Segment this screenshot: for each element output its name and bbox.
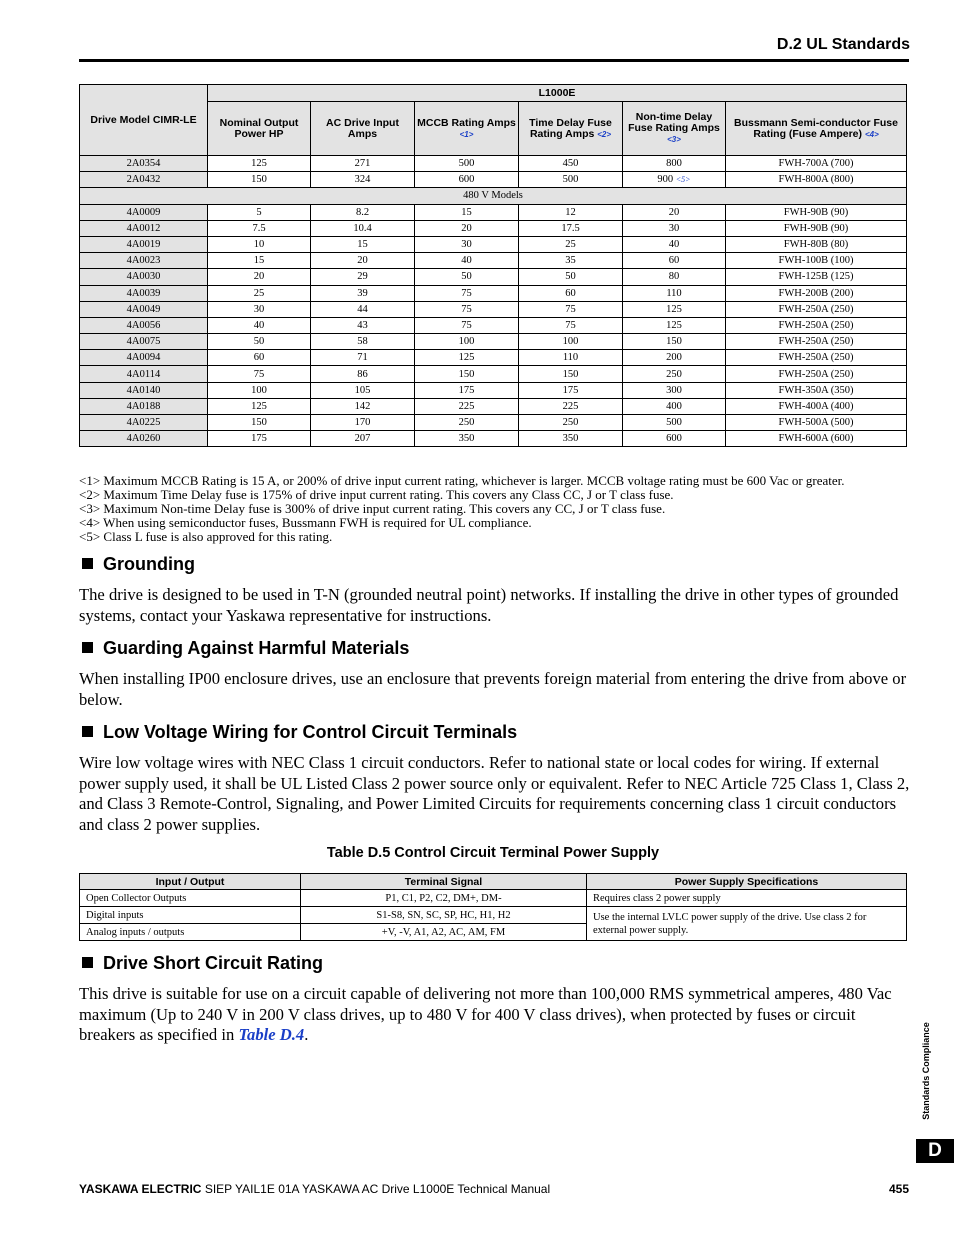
- cell-model: 4A0009: [80, 204, 208, 220]
- cell-hp: 10: [208, 236, 311, 252]
- cell-ntdf: 400: [623, 398, 726, 414]
- col-header: Time Delay Fuse Rating Amps <2>: [519, 102, 623, 156]
- cell-model: 4A0012: [80, 220, 208, 236]
- cell-hp: 7.5: [208, 220, 311, 236]
- cell-bussmann: FWH-100B (100): [726, 253, 907, 269]
- cell-hp: 30: [208, 301, 311, 317]
- table-row: [80, 350, 907, 366]
- cell-mccb: 350: [415, 431, 519, 447]
- t5-header-signal: Terminal Signal: [301, 874, 587, 890]
- cell-model: 4A0260: [80, 431, 208, 447]
- heading-guarding: Guarding Against Harmful Materials: [82, 638, 409, 659]
- cell-tdf: 50: [519, 269, 623, 285]
- cell-hp: 50: [208, 334, 311, 350]
- cell-mccb: 75: [415, 317, 519, 333]
- cell-amps: 71: [311, 350, 415, 366]
- col-header: Non-time Delay Fuse Rating Amps <3>: [623, 102, 726, 156]
- cell-bussmann: FWH-700A (700): [726, 156, 907, 172]
- cell-hp: 20: [208, 269, 311, 285]
- t5-io: Digital inputs: [80, 907, 301, 924]
- table-row: [80, 156, 907, 172]
- cell-model: 4A0056: [80, 317, 208, 333]
- t5-header-spec: Power Supply Specifications: [587, 874, 907, 890]
- cell-bussmann: FWH-400A (400): [726, 398, 907, 414]
- cell-bussmann: FWH-125B (125): [726, 269, 907, 285]
- footnote-ref[interactable]: <5>: [675, 175, 691, 185]
- t5-spec: Use the internal LVLC power supply of the drive. Use class 2 for external power supply.: [587, 907, 907, 941]
- cell-hp: 150: [208, 172, 311, 188]
- table-row: [80, 285, 907, 301]
- table-row: [80, 415, 907, 431]
- footer-doc: YASKAWA ELECTRIC SIEP YAIL1E 01A YASKAWA AC Drive L1000E Technical Manual: [79, 1182, 551, 1196]
- cell-amps: 170: [311, 415, 415, 431]
- link-table-d4[interactable]: Table D.4: [238, 1025, 305, 1044]
- footnote: <2> Maximum Time Delay fuse is 175% of drive input current rating. This covers any Class CC, J or T class fuse.: [79, 487, 674, 502]
- col-header: AC Drive Input Amps: [311, 102, 415, 156]
- control-terminal-table: [79, 873, 907, 941]
- cell-tdf: 500: [519, 172, 623, 188]
- cell-mccb: 50: [415, 269, 519, 285]
- t5-signal: +V, -V, A1, A2, AC, AM, FM: [301, 924, 587, 941]
- col-header-model: Drive Model CIMR-LE: [80, 85, 208, 156]
- heading-low-voltage: Low Voltage Wiring for Control Circuit Terminals: [82, 722, 517, 743]
- section-header-title: D.2 UL Standards: [776, 36, 910, 53]
- cell-tdf: 250: [519, 415, 623, 431]
- t5-io: Open Collector Outputs: [80, 890, 301, 907]
- t5-io: Analog inputs / outputs: [80, 924, 301, 941]
- cell-bussmann: FWH-200B (200): [726, 285, 907, 301]
- table-row: [80, 382, 907, 398]
- cell-amps: 58: [311, 334, 415, 350]
- cell-ntdf: 150: [623, 334, 726, 350]
- footnote-ref[interactable]: <1>: [459, 129, 474, 139]
- table-row: [80, 204, 907, 220]
- cell-tdf: 12: [519, 204, 623, 220]
- cell-hp: 175: [208, 431, 311, 447]
- cell-hp: 60: [208, 350, 311, 366]
- cell-amps: 271: [311, 156, 415, 172]
- cell-hp: 40: [208, 317, 311, 333]
- table-row: [80, 366, 907, 382]
- cell-tdf: 75: [519, 317, 623, 333]
- cell-ntdf: 110: [623, 285, 726, 301]
- footnote-ref[interactable]: <2>: [597, 129, 612, 139]
- footnote-ref[interactable]: <3>: [667, 135, 681, 144]
- cell-mccb: 500: [415, 156, 519, 172]
- cell-tdf: 110: [519, 350, 623, 366]
- cell-bussmann: FWH-250A (250): [726, 317, 907, 333]
- col-header: MCCB Rating Amps <1>: [415, 102, 519, 156]
- cell-mccb: 600: [415, 172, 519, 188]
- cell-tdf: 75: [519, 301, 623, 317]
- cell-tdf: 350: [519, 431, 623, 447]
- para-grounding: The drive is designed to be used in T-N (grounded neutral point) networks. If installing the drive in other types of grounded systems, contact your Yaskawa representative for instructions.: [79, 585, 899, 625]
- cell-model: 4A0094: [80, 350, 208, 366]
- cell-tdf: 25: [519, 236, 623, 252]
- cell-mccb: 75: [415, 301, 519, 317]
- para-short-circuit: This drive is suitable for use on a circuit capable of delivering not more than 100,000 RMS symmetrical amperes, 480 Vac maximum (Up to 240 V in 200 V class drives, up to 480 V for 400 V class drives), when protected by fuses or circuit breakers as specified in Table D.4.: [79, 984, 892, 1044]
- footnote: <3> Maximum Non-time Delay fuse is 300% of drive input current rating. This covers any CC, J or T class fuse.: [79, 501, 666, 516]
- table-row: [80, 269, 907, 285]
- cell-model: 4A0114: [80, 366, 208, 382]
- cell-ntdf: 20: [623, 204, 726, 220]
- table-row: [80, 334, 907, 350]
- cell-hp: 125: [208, 156, 311, 172]
- table-row: [80, 253, 907, 269]
- cell-bussmann: FWH-250A (250): [726, 366, 907, 382]
- cell-tdf: 100: [519, 334, 623, 350]
- cell-ntdf: 500: [623, 415, 726, 431]
- cell-model: 4A0019: [80, 236, 208, 252]
- cell-tdf: 150: [519, 366, 623, 382]
- cell-amps: 142: [311, 398, 415, 414]
- cell-mccb: 20: [415, 220, 519, 236]
- cell-mccb: 250: [415, 415, 519, 431]
- cell-ntdf: 60: [623, 253, 726, 269]
- cell-bussmann: FWH-250A (250): [726, 334, 907, 350]
- cell-tdf: 225: [519, 398, 623, 414]
- section-label: 480 V Models: [80, 188, 907, 204]
- cell-amps: 20: [311, 253, 415, 269]
- cell-hp: 150: [208, 415, 311, 431]
- para-guarding: When installing IP00 enclosure drives, use an enclosure that prevents foreign material from entering the drive from above or below.: [79, 669, 907, 709]
- t5-spec: Requires class 2 power supply: [587, 890, 907, 907]
- cell-bussmann: FWH-90B (90): [726, 204, 907, 220]
- table-row: [80, 236, 907, 252]
- col-header: Bussmann Semi-conductor Fuse Rating (Fuse Ampere) <4>: [726, 102, 907, 156]
- cell-model: 4A0023: [80, 253, 208, 269]
- section-row: [80, 188, 907, 204]
- cell-model: 2A0432: [80, 172, 208, 188]
- cell-mccb: 175: [415, 382, 519, 398]
- cell-model: 4A0188: [80, 398, 208, 414]
- cell-amps: 43: [311, 317, 415, 333]
- cell-mccb: 40: [415, 253, 519, 269]
- side-section-label: Standards Compliance: [921, 1022, 931, 1120]
- cell-tdf: 60: [519, 285, 623, 301]
- cell-amps: 39: [311, 285, 415, 301]
- heading-short-circuit: Drive Short Circuit Rating: [82, 953, 323, 974]
- cell-bussmann: FWH-800A (800): [726, 172, 907, 188]
- cell-ntdf: 300: [623, 382, 726, 398]
- cell-amps: 86: [311, 366, 415, 382]
- cell-amps: 105: [311, 382, 415, 398]
- table-row: [80, 172, 907, 188]
- table-row: [80, 890, 907, 907]
- page-number: 455: [888, 1182, 909, 1196]
- cell-hp: 25: [208, 285, 311, 301]
- cell-hp: 100: [208, 382, 311, 398]
- cell-mccb: 100: [415, 334, 519, 350]
- cell-model: 4A0030: [80, 269, 208, 285]
- cell-bussmann: FWH-600A (600): [726, 431, 907, 447]
- cell-model: 2A0354: [80, 156, 208, 172]
- cell-amps: 29: [311, 269, 415, 285]
- cell-hp: 125: [208, 398, 311, 414]
- table-d5-caption: Table D.5 Control Circuit Terminal Power Supply: [326, 845, 660, 861]
- cell-model: 4A0049: [80, 301, 208, 317]
- table-row: [80, 317, 907, 333]
- table-row: [80, 398, 907, 414]
- fuse-rating-table: [79, 84, 907, 447]
- cell-mccb: 30: [415, 236, 519, 252]
- cell-hp: 75: [208, 366, 311, 382]
- cell-model: 4A0075: [80, 334, 208, 350]
- cell-amps: 324: [311, 172, 415, 188]
- cell-ntdf: 200: [623, 350, 726, 366]
- cell-bussmann: FWH-250A (250): [726, 350, 907, 366]
- cell-bussmann: FWH-90B (90): [726, 220, 907, 236]
- footnote-ref[interactable]: <4>: [864, 129, 879, 139]
- cell-ntdf: 900 <5>: [623, 172, 726, 188]
- table-row: [80, 907, 907, 924]
- cell-mccb: 225: [415, 398, 519, 414]
- cell-ntdf: 40: [623, 236, 726, 252]
- cell-ntdf: 250: [623, 366, 726, 382]
- table-row: [80, 220, 907, 236]
- cell-amps: 207: [311, 431, 415, 447]
- cell-model: 4A0039: [80, 285, 208, 301]
- cell-tdf: 35: [519, 253, 623, 269]
- cell-hp: 5: [208, 204, 311, 220]
- table-row: [80, 431, 907, 447]
- footnote: <4> When using semiconductor fuses, Bussmann FWH is required for UL compliance.: [79, 515, 532, 530]
- cell-hp: 15: [208, 253, 311, 269]
- cell-amps: 10.4: [311, 220, 415, 236]
- footnotes: [79, 474, 845, 544]
- cell-bussmann: FWH-350A (350): [726, 382, 907, 398]
- footnote: <5> Class L fuse is also approved for this rating.: [79, 529, 333, 544]
- cell-ntdf: 80: [623, 269, 726, 285]
- table-row: [80, 301, 907, 317]
- cell-tdf: 175: [519, 382, 623, 398]
- heading-grounding: Grounding: [82, 554, 195, 575]
- cell-ntdf: 125: [623, 301, 726, 317]
- cell-model: 4A0140: [80, 382, 208, 398]
- cell-amps: 44: [311, 301, 415, 317]
- t5-signal: P1, C1, P2, C2, DM+, DM-: [301, 890, 587, 907]
- t5-signal: S1-S8, SN, SC, SP, HC, H1, H2: [301, 907, 587, 924]
- group-header: L1000E: [208, 85, 907, 102]
- t5-header-io: Input / Output: [80, 874, 301, 890]
- cell-amps: 15: [311, 236, 415, 252]
- cell-tdf: 17.5: [519, 220, 623, 236]
- cell-mccb: 15: [415, 204, 519, 220]
- cell-model: 4A0225: [80, 415, 208, 431]
- footnote: <1> Maximum MCCB Rating is 15 A, or 200% of drive input current rating, whichever is larger. MCCB voltage rating must be 600 Vac or greater.: [79, 473, 845, 488]
- cell-bussmann: FWH-500A (500): [726, 415, 907, 431]
- cell-amps: 8.2: [311, 204, 415, 220]
- cell-ntdf: 30: [623, 220, 726, 236]
- cell-ntdf: 800: [623, 156, 726, 172]
- cell-tdf: 450: [519, 156, 623, 172]
- cell-bussmann: FWH-80B (80): [726, 236, 907, 252]
- cell-ntdf: 125: [623, 317, 726, 333]
- cell-mccb: 125: [415, 350, 519, 366]
- para-low-voltage: Wire low voltage wires with NEC Class 1 circuit conductors. Refer to national state or local codes for wiring. If external power supply used, it shall be UL Listed Class 2 power source only or equivalent. Refer to NEC Article 725 Class 1, Class 2, and Class 3 Remote-Control, Signaling, and Power Limited Circuits for requirements concerning class 1 circuit conductors and class 2 power supplies.: [79, 753, 910, 834]
- col-header: Nominal Output Power HP: [208, 102, 311, 156]
- header-rule: [79, 59, 909, 62]
- cell-bussmann: FWH-250A (250): [726, 301, 907, 317]
- appendix-tab: D: [916, 1139, 954, 1163]
- cell-mccb: 150: [415, 366, 519, 382]
- cell-mccb: 75: [415, 285, 519, 301]
- cell-ntdf: 600: [623, 431, 726, 447]
